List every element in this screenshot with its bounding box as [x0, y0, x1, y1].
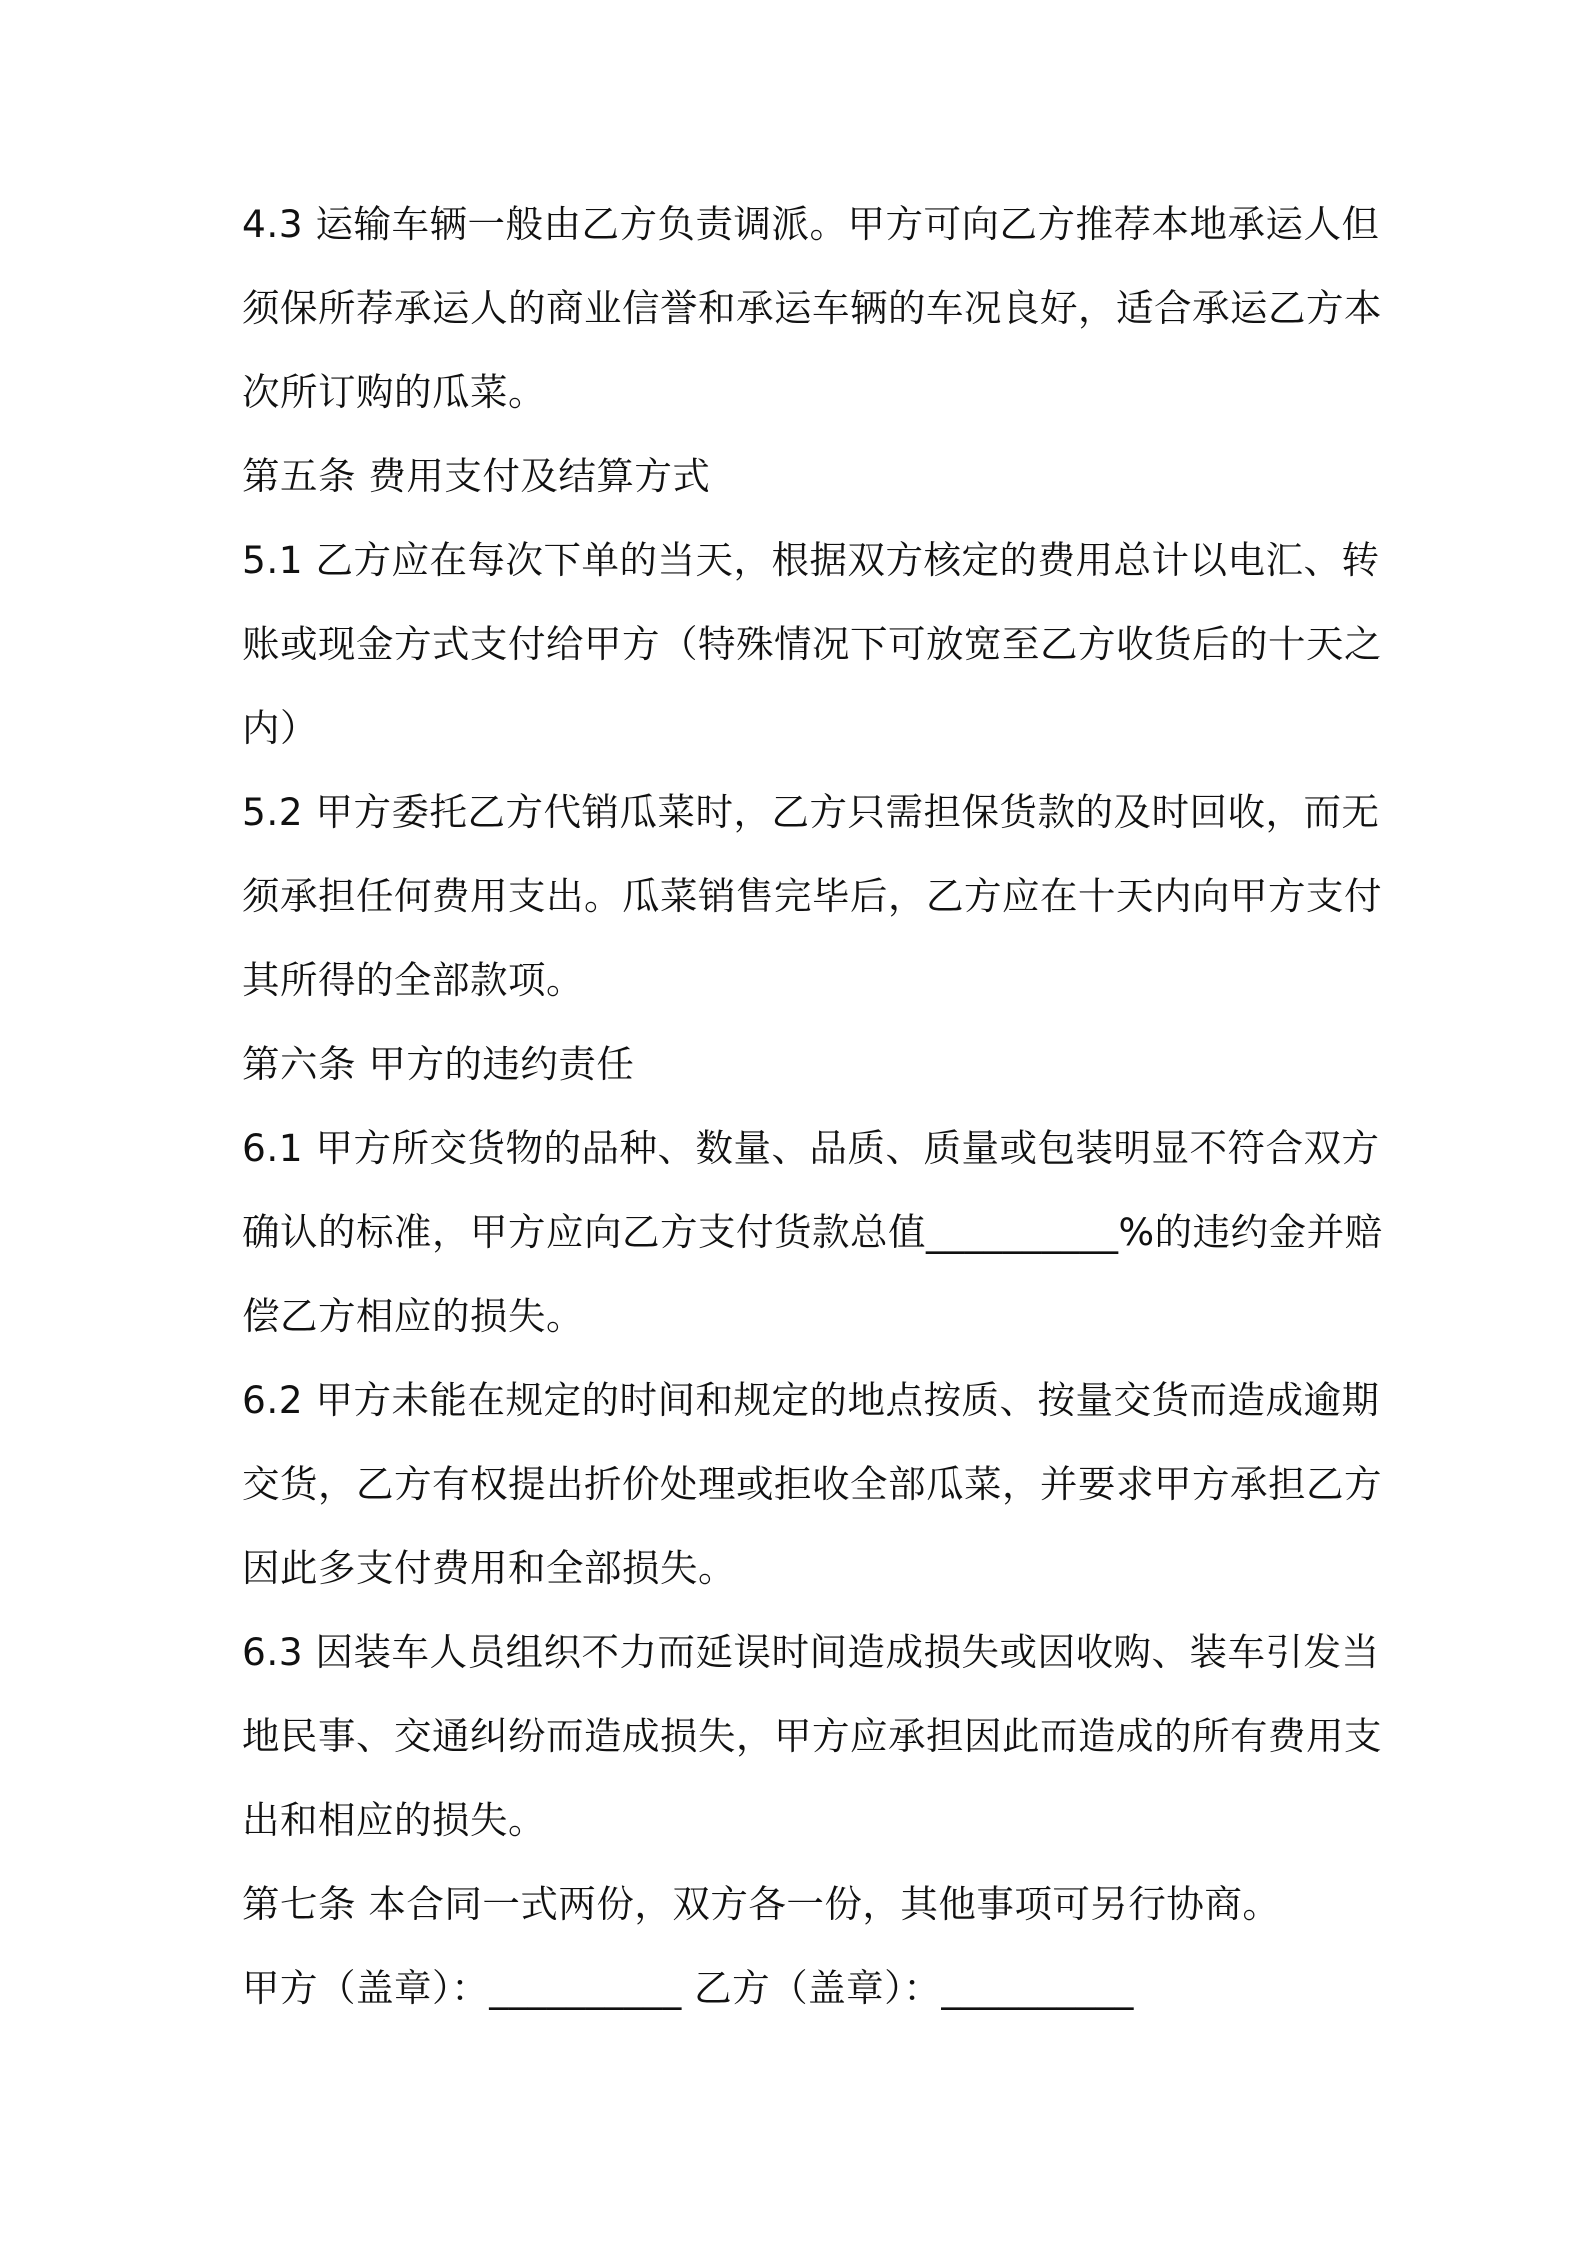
article-5-heading: 第五条 费用支付及结算方式 [242, 454, 711, 498]
clause-6-2-line-1: 6.2 甲方未能在规定的时间和规定的地点按质、按量交货而造成逾期 [242, 1378, 1380, 1422]
clause-6-1-line-3: 偿乙方相应的损失。 [242, 1294, 584, 1338]
clause-6-1-line-1: 6.1 甲方所交货物的品种、数量、品质、质量或包装明显不符合双方 [242, 1126, 1380, 1170]
clause-4-3-line-1: 4.3 运输车辆一般由乙方负责调派。甲方可向乙方推荐本地承运人但 [242, 202, 1380, 246]
clause-6-2-line-2: 交货，乙方有权提出折价处理或拒收全部瓜菜，并要求甲方承担乙方 [242, 1462, 1382, 1506]
clause-5-2-line-2: 须承担任何费用支出。瓜菜销售完毕后，乙方应在十天内向甲方支付 [242, 874, 1382, 918]
article-6-heading: 第六条 甲方的违约责任 [242, 1042, 635, 1086]
clause-5-2-line-1: 5.2 甲方委托乙方代销瓜菜时，乙方只需担保货款的及时回收，而无 [242, 790, 1380, 834]
clause-6-3-line-2: 地民事、交通纠纷而造成损失，甲方应承担因此而造成的所有费用支 [242, 1714, 1382, 1758]
clause-5-1-line-2: 账或现金方式支付给甲方（特殊情况下可放宽至乙方收货后的十天之 [242, 622, 1382, 666]
clause-6-1-line-2: 确认的标准，甲方应向乙方支付货款总值__________%的违约金并赔 [242, 1210, 1383, 1254]
clause-5-2-line-3: 其所得的全部款项。 [242, 958, 584, 1002]
clause-5-1-line-1: 5.1 乙方应在每次下单的当天，根据双方核定的费用总计以电汇、转 [242, 538, 1380, 582]
clause-4-3-line-3: 次所订购的瓜菜。 [242, 370, 546, 414]
article-7-text: 第七条 本合同一式两份，双方各一份，其他事项可另行协商。 [242, 1882, 1281, 1926]
clause-6-3-line-1: 6.3 因装车人员组织不力而延误时间造成损失或因收购、装车引发当 [242, 1630, 1380, 1674]
signature-line: 甲方（盖章）：__________ 乙方（盖章）：__________ [242, 1966, 1134, 2010]
clause-4-3-line-2: 须保所荐承运人的商业信誉和承运车辆的车况良好，适合承运乙方本 [242, 286, 1382, 330]
clause-5-1-line-3: 内） [242, 706, 318, 750]
clause-6-2-line-3: 因此多支付费用和全部损失。 [242, 1546, 736, 1590]
clause-6-3-line-3: 出和相应的损失。 [242, 1798, 546, 1842]
